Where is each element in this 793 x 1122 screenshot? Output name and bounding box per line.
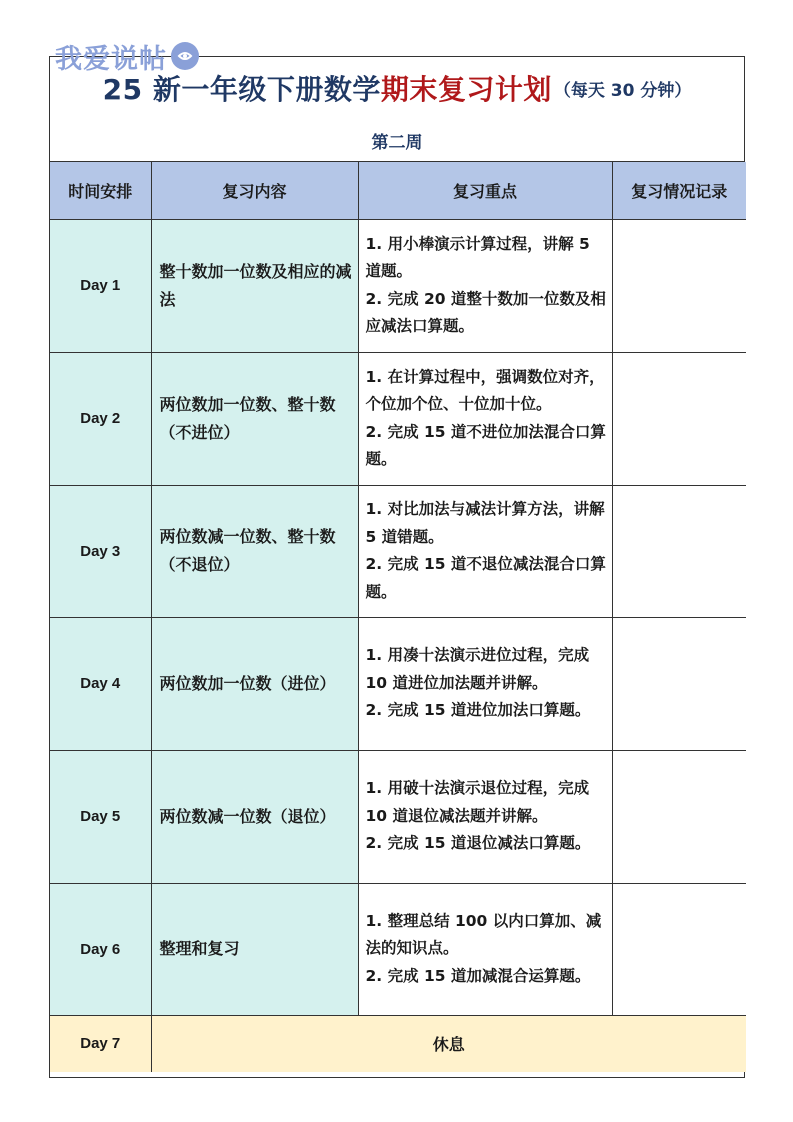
focus-item-2: 2. 完成 15 道不退位减法混合口算题。 xyxy=(365,555,606,601)
content-cell: 两位数减一位数、整十数（不退位） xyxy=(151,485,358,617)
content-cell: 整十数加一位数及相应的减法 xyxy=(151,219,358,352)
table-header-row xyxy=(50,162,746,219)
focus-item-2: 2. 完成 15 道退位减法口算题。 xyxy=(365,834,591,853)
header-focus: 复习重点 xyxy=(358,162,612,219)
table-row xyxy=(50,219,746,352)
focus-cell xyxy=(358,219,612,352)
focus-item-2: 2. 完成 15 道加减混合运算题。 xyxy=(365,966,591,985)
table-row xyxy=(50,617,746,750)
rest-cell: 休息 xyxy=(151,1015,746,1072)
day-cell: Day 6 xyxy=(50,883,151,1015)
table-row xyxy=(50,750,746,883)
focus-item-2: 2. 完成 15 道不进位加法混合口算题。 xyxy=(365,422,606,468)
focus-item-1: 1. 用小棒演示计算过程，讲解 5 道题。 xyxy=(365,234,590,280)
header-record: 复习情况记录 xyxy=(612,162,746,219)
focus-item-1: 1. 用破十法演示退位过程，完成 10 道退位减法题并讲解。 xyxy=(365,779,590,825)
watermark-logo-icon xyxy=(171,42,199,70)
title-accent: 期末复习计划 xyxy=(380,73,552,106)
record-cell[interactable] xyxy=(612,352,746,485)
focus-cell xyxy=(358,617,612,750)
table-row xyxy=(50,883,746,1015)
week-label: 第二周 xyxy=(50,119,744,162)
record-cell[interactable] xyxy=(612,617,746,750)
table-row xyxy=(50,485,746,617)
content-cell: 两位数加一位数、整十数（不进位） xyxy=(151,352,358,485)
content-cell: 两位数加一位数（进位） xyxy=(151,617,358,750)
table-row xyxy=(50,352,746,485)
focus-item-1: 1. 整理总结 100 以内口算加、减法的知识点。 xyxy=(365,911,602,958)
focus-item-1: 1. 在计算过程中，强调数位对齐，个位加个位、十位加十位。 xyxy=(365,367,605,413)
day-cell: Day 3 xyxy=(50,485,151,617)
content-cell: 两位数减一位数（退位） xyxy=(151,750,358,883)
focus-cell xyxy=(358,750,612,883)
focus-cell xyxy=(358,883,612,1015)
day-cell: Day 1 xyxy=(50,219,151,352)
day-cell: Day 4 xyxy=(50,617,151,750)
watermark xyxy=(55,38,199,74)
header-content: 复习内容 xyxy=(151,162,358,219)
focus-item-1: 1. 用凑十法演示进位过程，完成 10 道进位加法题并讲解。 xyxy=(365,646,590,692)
focus-cell xyxy=(358,352,612,485)
title-note: （每天 30 分钟） xyxy=(553,80,692,101)
record-cell[interactable] xyxy=(612,750,746,883)
focus-cell xyxy=(358,485,612,617)
day-cell: Day 2 xyxy=(50,352,151,485)
title-main: 25 新一年级下册数学 xyxy=(102,73,381,106)
rest-row xyxy=(50,1015,746,1072)
record-cell[interactable] xyxy=(612,485,746,617)
header-time: 时间安排 xyxy=(50,162,151,219)
plan-sheet xyxy=(49,56,745,1078)
focus-item-1: 1. 对比加法与减法计算方法，讲解 5 道错题。 xyxy=(365,500,605,546)
record-cell[interactable] xyxy=(612,219,746,352)
content-cell: 整理和复习 xyxy=(151,883,358,1015)
day-cell: Day 7 xyxy=(50,1015,151,1072)
focus-item-2: 2. 完成 20 道整十数加一位数及相应减法口算题。 xyxy=(365,289,606,335)
review-plan-table xyxy=(50,162,746,1072)
focus-item-2: 2. 完成 15 道进位加法口算题。 xyxy=(365,701,591,720)
record-cell[interactable] xyxy=(612,883,746,1015)
day-cell: Day 5 xyxy=(50,750,151,883)
watermark-text: 我爱说帖 xyxy=(55,43,167,75)
